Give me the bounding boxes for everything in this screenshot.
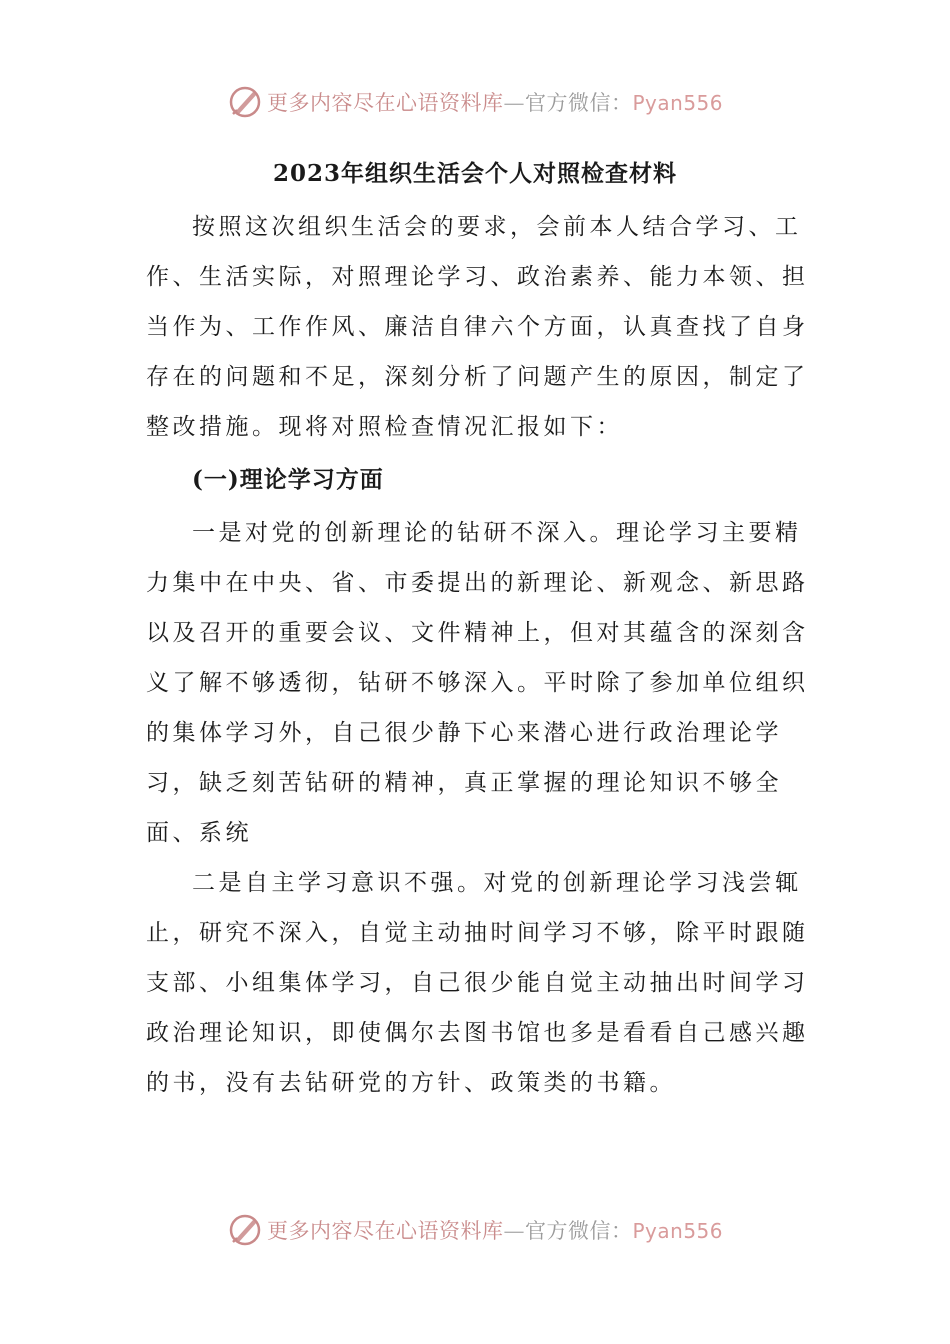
watermark-official: 官方微信： (524, 91, 633, 115)
watermark-dash: — (503, 91, 525, 115)
watermark-dash: — (503, 1219, 525, 1243)
watermark-banner-bottom (0, 1208, 950, 1252)
document-body (146, 202, 826, 1108)
watermark-prefix: 更多内容尽在心语资料库 (266, 1219, 504, 1243)
quill-logo-icon (227, 84, 263, 120)
watermark-official: 官方微信： (524, 1219, 633, 1243)
watermark-wechat-id: Pyan556 (632, 91, 723, 115)
section-heading-theory-study: (一)理论学习方面 (192, 466, 384, 493)
watermark-text (267, 87, 723, 117)
intro-paragraph: 按照这次组织生活会的要求，会前本人结合学习、工作、生活实际，对照理论学习、政治素养、能力本领、担当作为、工作作风、廉洁自律六个方面，认真查找了自身存在的问题和不足，深刻分析了问题产生的原因，制定了整改措施。现将对照检查情况汇报如下： (146, 214, 809, 440)
watermark-wechat-id: Pyan556 (632, 1219, 723, 1243)
watermark-prefix: 更多内容尽在心语资料库 (266, 91, 504, 115)
document-title: 2023年组织生活会个人对照检查材料 (272, 160, 677, 187)
paragraph-point-two: 二是自主学习意识不强。对党的创新理论学习浅尝辄止，研究不深入，自觉主动抽时间学习不够，除平时跟随支部、小组集体学习，自己很少能自觉主动抽出时间学习政治理论知识，即使偶尔去图书馆也多是看看自己感兴趣的书，没有去钻研党的方针、政策类的书籍。 (146, 870, 809, 1096)
watermark-banner-top (0, 80, 950, 124)
watermark-text (267, 1215, 723, 1245)
quill-logo-icon (227, 1212, 263, 1248)
paragraph-point-one: 一是对党的创新理论的钻研不深入。理论学习主要精力集中在中央、省、市委提出的新理论、新观念、新思路以及召开的重要会议、文件精神上，但对其蕴含的深刻含义了解不够透彻，钻研不够深入。平时除了参加单位组织的集体学习外，自己很少静下心来潜心进行政治理论学习，缺乏刻苦钻研的精神，真正掌握的理论知识不够全面、系统 (146, 520, 809, 846)
